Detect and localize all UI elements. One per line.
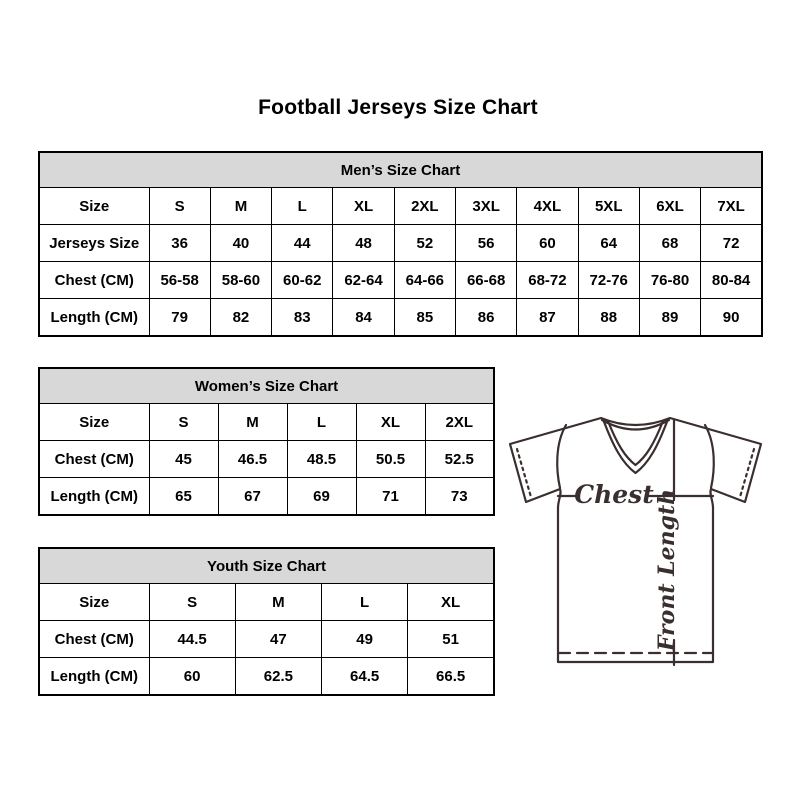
cell: XL <box>333 188 394 225</box>
cell: 51 <box>408 621 494 658</box>
row-label: Jerseys Size <box>39 225 149 262</box>
table-row <box>39 441 494 478</box>
jersey-outline <box>510 418 761 662</box>
cell: 5XL <box>578 188 639 225</box>
mens-size-table <box>38 151 763 337</box>
cell: 46.5 <box>218 441 287 478</box>
row-label: Size <box>39 404 149 441</box>
jersey-diagram <box>502 412 769 670</box>
cell: 86 <box>455 299 516 337</box>
table-title: Men’s Size Chart <box>39 152 762 188</box>
row-label: Chest (CM) <box>39 621 149 658</box>
chest-label: Chest <box>574 480 654 509</box>
cell: M <box>218 404 287 441</box>
row-label: Chest (CM) <box>39 441 149 478</box>
table-title: Youth Size Chart <box>39 548 494 584</box>
cell: 71 <box>356 478 425 516</box>
cell: M <box>210 188 271 225</box>
row-label: Chest (CM) <box>39 262 149 299</box>
cell: 62.5 <box>235 658 321 696</box>
row-label: Size <box>39 188 149 225</box>
cell: 68 <box>639 225 700 262</box>
cell: 80-84 <box>701 262 762 299</box>
table-row <box>39 262 762 299</box>
cell: 60 <box>149 658 235 696</box>
cell: 73 <box>425 478 494 516</box>
page-title: Football Jerseys Size Chart <box>258 96 538 119</box>
cell: 69 <box>287 478 356 516</box>
cell: 68-72 <box>517 262 578 299</box>
cell: 49 <box>322 621 408 658</box>
table-row <box>39 188 762 225</box>
cell: 64-66 <box>394 262 455 299</box>
row-label: Length (CM) <box>39 478 149 516</box>
table-title-row <box>39 368 494 404</box>
cell: 3XL <box>455 188 516 225</box>
cell: S <box>149 188 210 225</box>
cell: 6XL <box>639 188 700 225</box>
cell: 44 <box>272 225 333 262</box>
cell: 62-64 <box>333 262 394 299</box>
cell: 45 <box>149 441 218 478</box>
row-label: Length (CM) <box>39 299 149 337</box>
table-row <box>39 478 494 516</box>
youth-size-table <box>38 547 495 696</box>
cell: S <box>149 584 235 621</box>
table-title-row <box>39 548 494 584</box>
front-length-label: Front Length <box>654 488 680 652</box>
cell: 87 <box>517 299 578 337</box>
cell: 85 <box>394 299 455 337</box>
cell: 52 <box>394 225 455 262</box>
table-row <box>39 658 494 696</box>
table-row <box>39 584 494 621</box>
cell: 48 <box>333 225 394 262</box>
cell: 36 <box>149 225 210 262</box>
cell: 67 <box>218 478 287 516</box>
cell: 66.5 <box>408 658 494 696</box>
cell: 65 <box>149 478 218 516</box>
womens-size-table <box>38 367 495 516</box>
cell: XL <box>408 584 494 621</box>
cell: L <box>322 584 408 621</box>
cell: 76-80 <box>639 262 700 299</box>
cell: 88 <box>578 299 639 337</box>
cell: 72-76 <box>578 262 639 299</box>
cell: 47 <box>235 621 321 658</box>
cell: 56 <box>455 225 516 262</box>
table-row <box>39 299 762 337</box>
table-row <box>39 225 762 262</box>
table-title: Women’s Size Chart <box>39 368 494 404</box>
cell: 4XL <box>517 188 578 225</box>
cell: 64 <box>578 225 639 262</box>
row-label: Size <box>39 584 149 621</box>
cell: XL <box>356 404 425 441</box>
cell: 84 <box>333 299 394 337</box>
cell: 50.5 <box>356 441 425 478</box>
cell: L <box>287 404 356 441</box>
cell: 64.5 <box>322 658 408 696</box>
table-row <box>39 404 494 441</box>
cell: 89 <box>639 299 700 337</box>
cell: 58-60 <box>210 262 271 299</box>
cell: M <box>235 584 321 621</box>
cell: 2XL <box>394 188 455 225</box>
cell: 52.5 <box>425 441 494 478</box>
table-row <box>39 621 494 658</box>
cell: 90 <box>701 299 762 337</box>
cell: 60 <box>517 225 578 262</box>
cell: 66-68 <box>455 262 516 299</box>
cell: 7XL <box>701 188 762 225</box>
cell: 79 <box>149 299 210 337</box>
cell: 48.5 <box>287 441 356 478</box>
cell: 83 <box>272 299 333 337</box>
cell: 60-62 <box>272 262 333 299</box>
cell: L <box>272 188 333 225</box>
cell: 56-58 <box>149 262 210 299</box>
cell: 82 <box>210 299 271 337</box>
cell: 2XL <box>425 404 494 441</box>
table-title-row <box>39 152 762 188</box>
cell: 72 <box>701 225 762 262</box>
cell: 44.5 <box>149 621 235 658</box>
cell: S <box>149 404 218 441</box>
row-label: Length (CM) <box>39 658 149 696</box>
cell: 40 <box>210 225 271 262</box>
